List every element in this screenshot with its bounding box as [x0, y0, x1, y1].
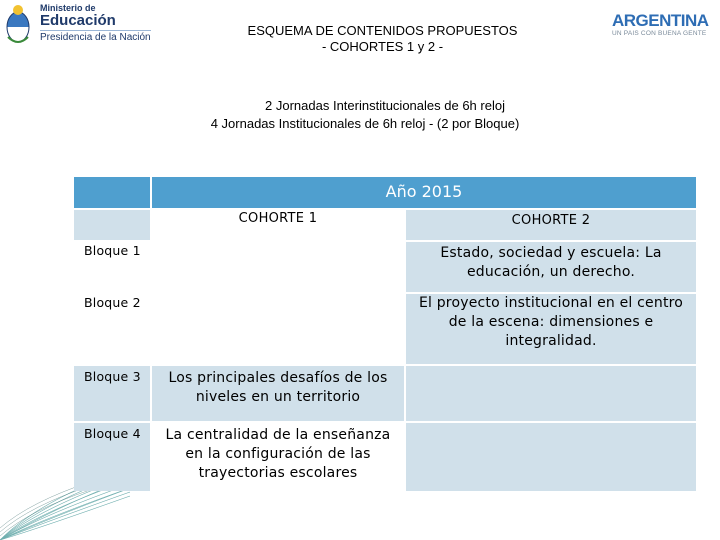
row-label-bloque4: Bloque 4 [74, 423, 150, 491]
bloque1-cohort2-cell: Estado, sociedad y escuela: La educación, un derecho. [406, 242, 696, 292]
cohort1-header: COHORTE 1 [152, 210, 404, 240]
argentina-wordmark: ARGENTINA [612, 11, 709, 30]
subtitle-line1: 2 Jornadas Interinstitucionales de 6h reloj [265, 98, 505, 113]
page-title [200, 23, 565, 55]
year-header: Año 2015 [152, 177, 696, 208]
ministerio-logo [4, 3, 154, 49]
subtitle-line2: 4 Jornadas Institucionales de 6h reloj - (2 por Bloque) [210, 116, 520, 131]
national-shield-icon [4, 3, 32, 47]
bloque4-cohort2-cell [406, 423, 696, 491]
contents-table [74, 177, 696, 491]
title-line1: ESQUEMA DE CONTENIDOS PROPUESTOS [247, 23, 518, 38]
bloque4-cohort1-cell: La centralidad de la enseñanza en la configuración de las trayectorias escolares [152, 423, 404, 491]
ministry-line3: Presidencia de la Nación [40, 32, 151, 43]
bloque2-cohort1-cell [152, 294, 404, 364]
ministry-line1: Ministerio de [40, 3, 96, 13]
row-label-bloque3: Bloque 3 [74, 366, 150, 421]
cohort2-header: COHORTE 2 [406, 210, 696, 240]
bloque2-cohort2-cell: El proyecto institucional en el centro de la escena: dimensiones e integralidad. [406, 294, 696, 364]
bloque1-cohort1-cell [152, 242, 404, 292]
argentina-tagline: UN PAIS CON BUENA GENTE [612, 30, 707, 37]
bloque3-cohort2-cell [406, 366, 696, 421]
row-label-bloque2: Bloque 2 [74, 294, 150, 364]
argentina-logo [612, 12, 716, 38]
title-line2: - COHORTES 1 y 2 - [321, 39, 444, 54]
subtitle [150, 97, 580, 133]
cohort-corner-cell [74, 210, 150, 240]
row-label-bloque1: Bloque 1 [74, 242, 150, 292]
ministry-line2: Educación [40, 12, 116, 29]
bloque3-cohort1-cell: Los principales desafíos de los niveles en un territorio [152, 366, 404, 421]
header-corner-cell [74, 177, 150, 208]
